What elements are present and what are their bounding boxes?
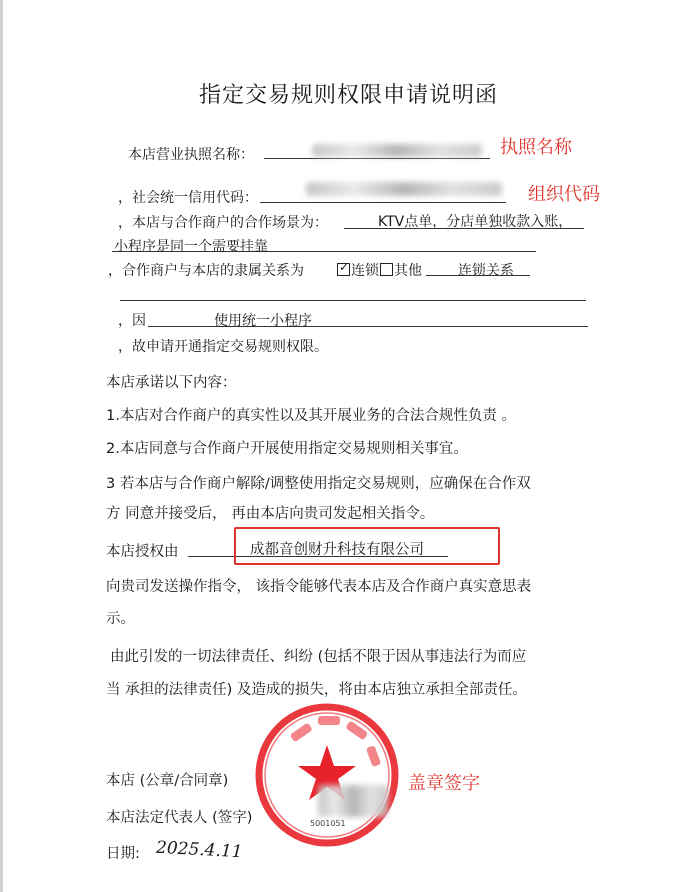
- credit-code-label: ，社会统一信用代码：: [118, 190, 258, 206]
- relation-underline: [426, 275, 530, 276]
- reason-label: ，因: [118, 313, 146, 329]
- relation-underline-2: [120, 300, 586, 301]
- authorize-label: 本店授权由: [106, 544, 179, 560]
- document-title: 指定交易规则权限申请说明函: [198, 83, 498, 108]
- signature-redacted: [318, 785, 388, 817]
- relation-option-other: 其他: [394, 263, 422, 279]
- scenario-value-2: 小程序是同一个需要挂靠: [114, 239, 268, 255]
- reason-underline: [148, 326, 588, 327]
- scenario-underline-2: [112, 251, 536, 252]
- promise-item-1: 1.本店对合作商户的真实性以及其开展业务的合法合规性负责 。: [106, 408, 516, 424]
- checkbox-chain-checked: ✓: [339, 260, 350, 274]
- license-name-redacted: [312, 144, 482, 157]
- date-label: 日期:: [106, 846, 140, 862]
- authorize-desc-1: 向贵司发送操作指令， 该指令能够代表本店及合作商户真实意思表: [106, 579, 532, 595]
- liability-line-1: 由此引发的一切法律责任、纠纷 (包括不限于因从事违法行为而应: [110, 649, 527, 665]
- credit-code-underline: [260, 202, 506, 203]
- authorize-company: 成都音创财升科技有限公司: [250, 542, 424, 558]
- authorize-desc-2: 示。: [106, 611, 135, 627]
- promise-item-3-cont: 方 同意并接受后， 再由本店向贵司发起相关指令。: [106, 506, 435, 522]
- checkbox-other: [380, 263, 393, 276]
- license-name-underline: [264, 158, 490, 159]
- scan-edge: [0, 0, 3, 892]
- seal-number: 5001051: [310, 819, 346, 828]
- annotation-seal-signature: 盖章签字: [408, 773, 480, 794]
- reason-value: 使用统一小程序: [214, 313, 312, 329]
- scenario-label: ，本店与合作商户的合作场景为：: [118, 215, 328, 231]
- store-seal-label: 本店 (公章/合同章): [106, 773, 229, 789]
- scenario-value-1: KTV点单，分店单独收款入账，: [378, 214, 573, 230]
- promise-heading: 本店承诺以下内容：: [106, 375, 237, 391]
- relation-value: 连锁关系: [458, 263, 514, 279]
- relation-option-chain: 连锁: [351, 263, 379, 279]
- legal-rep-label: 本店法定代表人 (签字): [106, 810, 253, 826]
- authorize-highlight-box: [234, 527, 500, 565]
- annotation-org-code: 组织代码: [528, 184, 600, 205]
- scenario-underline-1: [344, 228, 584, 229]
- request-line: ，故申请开通指定交易规则权限。: [118, 339, 328, 355]
- relation-label: ，合作商户与本店的隶属关系为: [108, 263, 304, 279]
- promise-item-2: 2.本店同意与合作商户开展使用指定交易规则相关事宜。: [106, 441, 468, 457]
- annotation-license-name: 执照名称: [500, 137, 572, 158]
- liability-line-2: 当 承担的法律责任) 及造成的损失，将由本店独立承担全部责任。: [106, 682, 527, 698]
- license-name-label: 本店营业执照名称：: [128, 147, 254, 163]
- date-handwritten: 2025.4.11: [155, 837, 243, 863]
- credit-code-redacted: [306, 182, 502, 196]
- promise-item-3: 3 若本店与合作商户解除/调整使用指定交易规则，应确保在合作双: [106, 476, 531, 492]
- relation-options: [336, 260, 422, 280]
- company-seal: [252, 700, 402, 850]
